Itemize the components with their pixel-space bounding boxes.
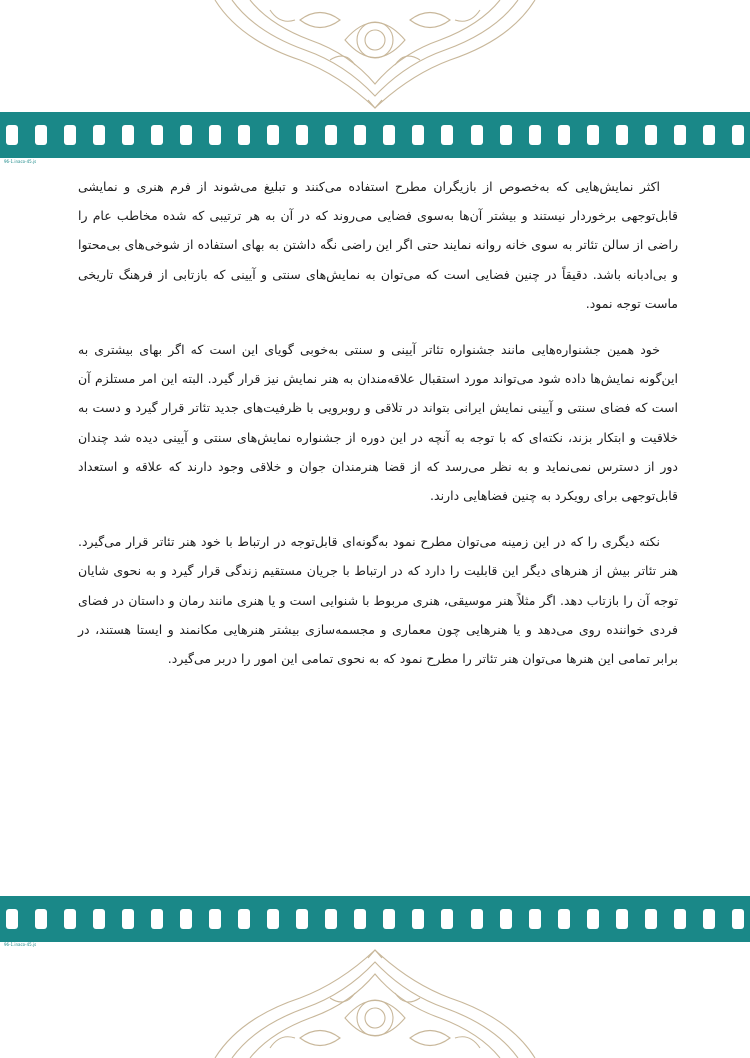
perforation: [180, 125, 192, 145]
perforation: [441, 909, 453, 929]
perforation: [732, 125, 744, 145]
perforation: [122, 909, 134, 929]
perforation: [412, 125, 424, 145]
perforation: [703, 909, 715, 929]
perforation: [64, 125, 76, 145]
perforation: [529, 125, 541, 145]
perforation: [383, 909, 395, 929]
perforation: [703, 125, 715, 145]
perforation: [354, 909, 366, 929]
perforation: [616, 909, 628, 929]
filmstrip-perforations: [6, 909, 744, 929]
perforation: [6, 125, 18, 145]
perforation: [500, 909, 512, 929]
perforation: [238, 909, 250, 929]
perforation: [674, 909, 686, 929]
perforation: [64, 909, 76, 929]
perforation: [93, 909, 105, 929]
perforation: [645, 125, 657, 145]
perforation: [267, 909, 279, 929]
perforation: [529, 909, 541, 929]
perforation: [180, 909, 192, 929]
paragraph-1: اکثر نمایش‌هایی که به‌خصوص از بازیگران مطرح استفاده می‌کنند و تبلیغ می‌شوند از فرم هنری و نمایشی قابل‌توجهی برخوردار نیستند و بیشتر آن‌ها به‌سوی فضایی می‌روند که در آن به هر ترتیبی که شده مخاطب عام را راضی از سالن تئاتر به سوی خانه روانه نمایند حتی اگر این راضی نگه داشتن به بهای استفاده از شوخی‌های بی‌محتوا و بی‌ادبانه باشد. دقیقاً در چنین فضایی است که می‌توان به نمایش‌های سنتی و آیینی که بازتابی از فرهنگ تاریخی ماست توجه نمود.: [78, 179, 678, 311]
bottom-filmstrip-banner: [0, 896, 750, 942]
perforation: [558, 909, 570, 929]
perforation: [296, 909, 308, 929]
perforation: [558, 125, 570, 145]
perforation: [383, 125, 395, 145]
perforation: [151, 909, 163, 929]
perforation: [267, 125, 279, 145]
perforation: [412, 909, 424, 929]
perforation: [209, 125, 221, 145]
perforation: [587, 909, 599, 929]
perforation: [587, 125, 599, 145]
top-filmstrip-banner: [0, 112, 750, 158]
perforation: [35, 125, 47, 145]
bottom-arabesque-ornament-icon: [0, 948, 750, 1058]
top-strip-code: 96-1.inaco-45.js: [4, 159, 37, 164]
perforation: [616, 125, 628, 145]
perforation: [238, 125, 250, 145]
perforation: [6, 909, 18, 929]
paragraph-3: نکته دیگری را که در این زمینه می‌توان مطرح نمود به‌گونه‌ای قابل‌توجه در ارتباط با خود هنر تئاتر قرار می‌گیرد. هنر تئاتر بیش از هنرهای دیگر این قابلیت را دارد که در ارتباط با جریان مستقیم زندگی قرار گیرد و به نحوی شایان توجه آن را بازتاب دهد. اگر مثلاً هنر موسیقی، هنری مربوط با شنوایی است و یا هنری مانند رمان و داستان در فضای فردی خواننده روی می‌دهد و یا هنرهایی چون معماری و مجسمه‌سازی بیشتر هنرهایی مکانمند و ایستا هستند، در برابر تمامی این هنرها می‌توان هنر تئاتر را مطرح نمود که به نحوی تمامی این امور را دربر می‌گیرد.: [78, 534, 678, 667]
perforation: [35, 909, 47, 929]
perforation: [471, 909, 483, 929]
perforation: [151, 125, 163, 145]
perforation: [93, 125, 105, 145]
filmstrip-perforations: [6, 125, 744, 145]
perforation: [354, 125, 366, 145]
top-arabesque-ornament-icon: [0, 0, 750, 110]
perforation: [122, 125, 134, 145]
perforation: [674, 125, 686, 145]
perforation: [296, 125, 308, 145]
perforation: [325, 125, 337, 145]
perforation: [325, 909, 337, 929]
perforation: [441, 125, 453, 145]
perforation: [500, 125, 512, 145]
article-body: [78, 172, 678, 690]
paragraph-2: خود همین جشنواره‌هایی مانند جشنواره تئاتر آیینی و سنتی به‌خوبی گویای این است که اگر بهای بیشتری به این‌گونه نمایش‌ها داده شود می‌تواند مورد استقبال علاقه‌مندان به هنر نمایش نیز قرار گیرد. البته این امر مستلزم آن است که فضای سنتی و آیینی نمایش ایرانی بتواند در تلاقی و روبرویی با ظرفیت‌های جدید تئاتر قرار گیرد و دست به خلاقیت و ابتکار بزند، نکته‌ای که با توجه به آنچه در این دوره از جشنواره نمایش‌های سنتی و آیینی دیده شد چندان دور از دسترس نمی‌نماید و به نظر می‌رسد که از قضا هنرمندان جوان و خلاقی وجود دارند که علاقه و استعداد قابل‌توجهی برای رویکرد به چنین فضاهایی دارند.: [78, 342, 678, 504]
bottom-strip-code: 96-1.inaco-45.js: [4, 942, 37, 947]
perforation: [732, 909, 744, 929]
perforation: [645, 909, 657, 929]
perforation: [471, 125, 483, 145]
perforation: [209, 909, 221, 929]
